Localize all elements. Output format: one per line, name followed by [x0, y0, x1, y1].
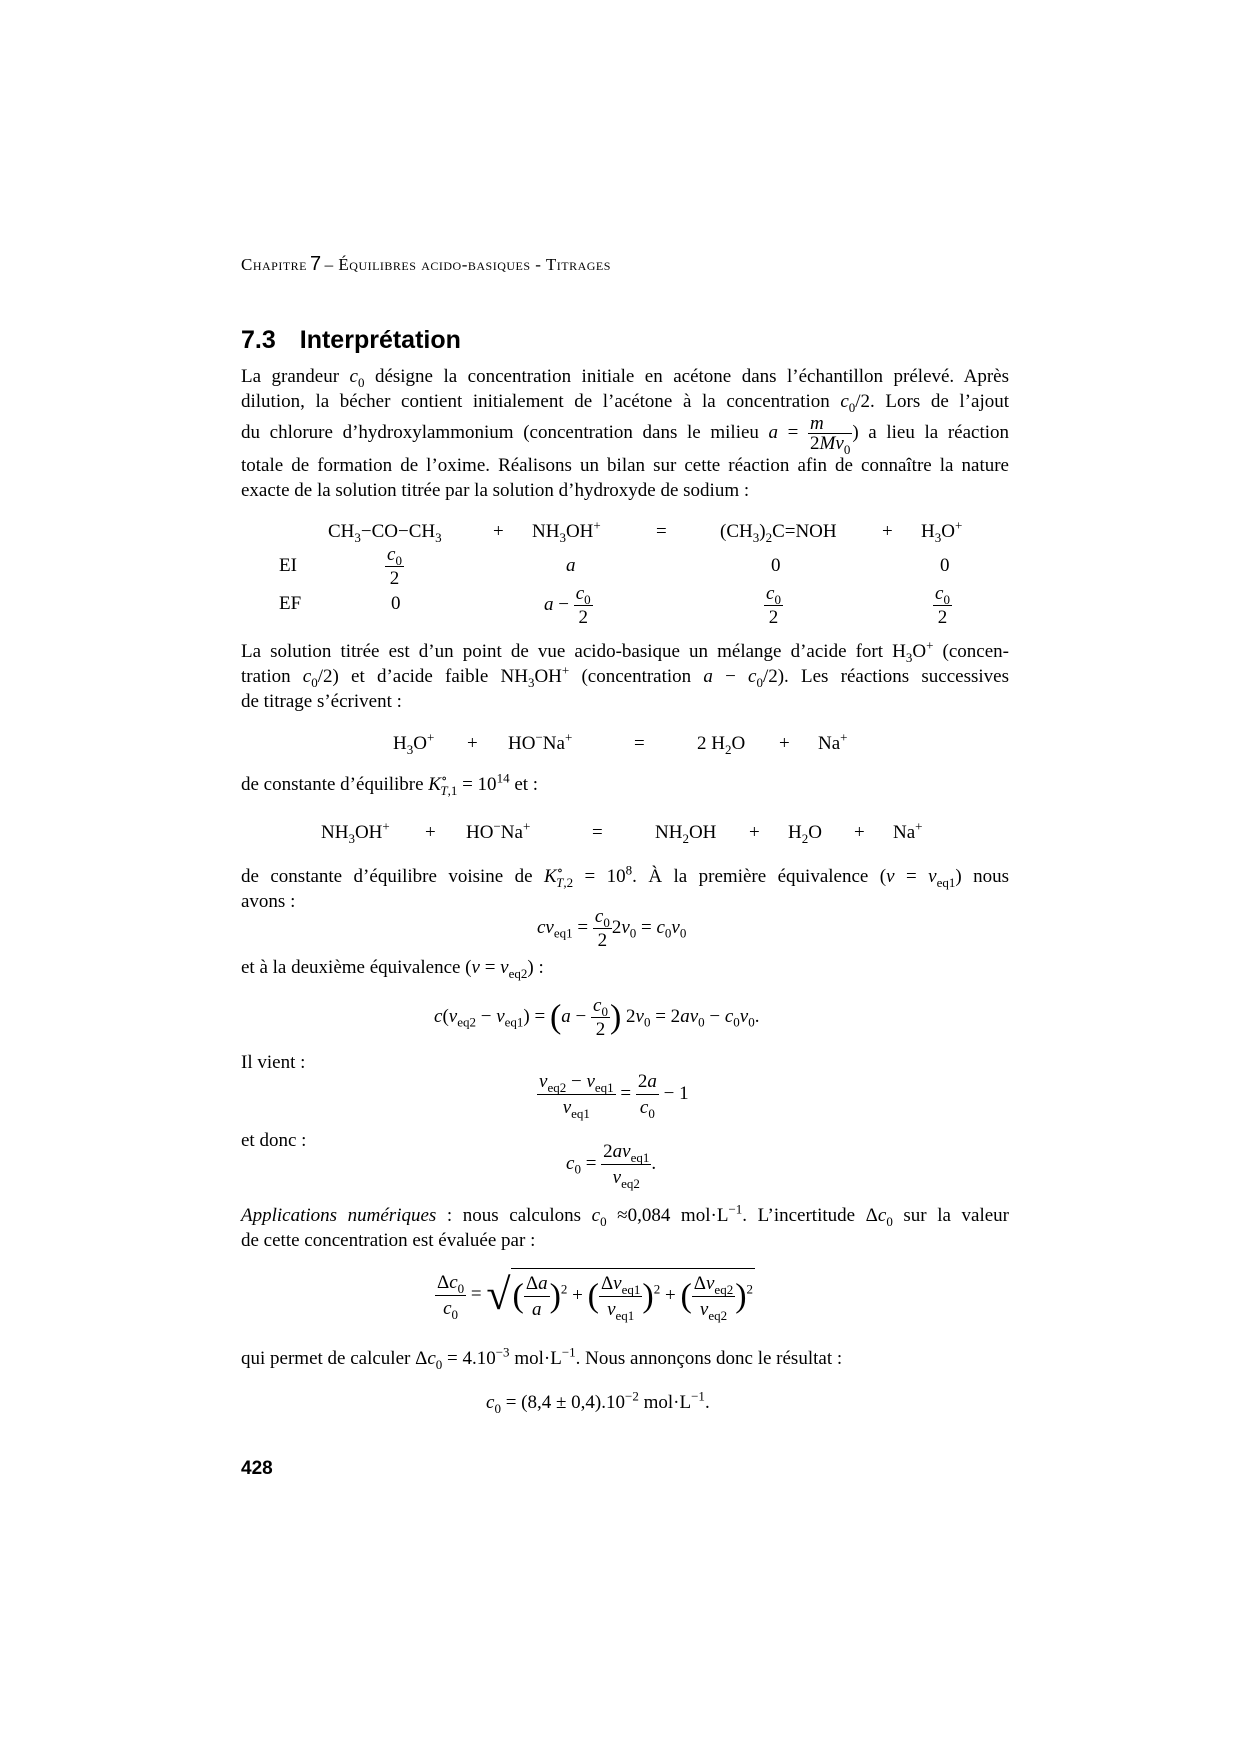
row-label-ef: EF: [279, 593, 302, 614]
equation-ratio: $v_{eq2} - v_{eq1}$ $v_{eq1}$ = $\frac{2a}{c_0}$ − 1: [539, 1071, 689, 1121]
chapter-label: Chapitre: [241, 255, 308, 274]
section-heading: [241, 326, 461, 355]
section-number: 7.3: [241, 326, 276, 354]
row-label-ei: EI: [279, 555, 297, 576]
intro-paragraph: La grandeur $c_0$ désigne la concentration initiale en acétone dans l’échantillon prélevé. Après dilution, la bécher contient initialement de l’acétone à la concentration $c_0/2$. Lors de l’ajout du chlorure d’hydroxylammonium (concentration dans le milieu a = $\frac{m}{2Mv_0}$ ) a lieu la réaction totale de formation de l’oxime. Réalisons un bilan sur cette réaction afin de connaître la nature exacte de la solution titrée par la solution d’hydroxyde de sodium :: [241, 366, 1010, 501]
page-number: 428: [241, 1458, 273, 1479]
chapter-number: 7: [310, 253, 322, 275]
equation-second-equivalence: $c(v_{eq2} - v_{eq1}) = (a$ − $\frac{c_0}{2}$ ) $2v_0 = 2av_0 - c_0v_0$.: [434, 995, 760, 1040]
document-page: Chapitre 7 – Équilibres acido-basiques - Titrages 7.3 Interprétation La grandeur $c_0$ désigne la concentration initiale en acétone dans l’échantillon prélevé. Après dilution, la bécher contient initialement de l’acétone à la concentration $c_0/2$. Lors de l’ajout du chlorure d’hydroxylammonium (concentration dans le milieu a = $\frac{m}{2Mv_0}$ ) a lieu la réaction totale de formation de l’oxime. Réalisons un bilan sur cette réaction afin de connaître la nature exacte de la solution titrée par la solution d’hydroxyde de sodium : $CH_3-CO-CH_3$ + $NH_3OH^+$ = $(CH_3)_2C=NOH$ + $H_3O^+$ EI $\frac{c_0}{2}$ a 0 0 EF 0 a − $\frac{c_0}{2}$ $\frac{c_0}{2}$ $\frac{c_0}{2}$ La solution titrée est d’un point de vue acido-basique un mélange d’acide fort $H_3O^+$ (concen- tration $c_0/2$) et d’acide faible $NH_3OH^+$ (concentration $a - c_0/2$). Les réactions successives de titrage s’écrivent : $H_3O^+$ + HO−Na+ = 2 $H_2O$ + Na+ de constante d’équilibre $K^\circ_{T,1} = 10^{14}$ et : $NH_3OH^+$ + HO−Na+ = $NH_2OH$ + $H_2O$ + Na+ de constante d’équilibre voisine de $K^\circ_{T,2} = 10^8$. À la première équivalence $(v = v_{eq1})$ nous avons : $cv_{eq1}$ = $\frac{c_0}{2}$ $2v_0 = c_0v_0$ et à la deuxième équivalence $(v = v_{eq2})$ : $c(v_{eq2} - v_{eq1}) = (a$ − $\frac{c_0}{2}$ ) $2v_0 = 2av_0 - c_0v_0$. Il vient : $v_{eq2} - v_{eq1}$ $v_{eq1}$ = $\frac{2a}{c_0}$ − 1 et donc : $c_0$ = $2av_{eq1}$ $v_{eq2}$ . Applications numériques : nous calculons $c_0 \approx 0,084$ $mol\cdot L^{-1}$. L’incertitude $\Delta c_0$ sur la valeur de cette concentration est évaluée par : $\frac{\Delta c_0}{c_0}$ = √( $\frac{\Delta a}{a}$ )$^2$ + ( $\Delta v_{eq1}$ $v_{eq1}$ )$^2$ + ( $\Delta v_{eq2}$ $v_{eq2}$ )$^2$ qui permet de calculer $\Delta c_0 = 4.10^{-3}$ $mol\cdot L^{-1}$. Nous annonçons donc le résultat : $c_0 = (8,4 \pm 0,4).10^{-2}$ $mol\cdot L^{-1}$. 428: [241, 253, 1010, 1479]
et-donc-line: et donc :: [241, 1130, 307, 1151]
equation-final-result: $c_0 = (8,4 \pm 0,4).10^{-2}$ $mol\cdot L^{-1}$.: [486, 1388, 710, 1416]
running-header: [241, 253, 611, 276]
result-announce-line: qui permet de calculer $\Delta c_0 = 4.10^{-3}$ $mol\cdot L^{-1}$. Nous annonçons donc le résultat :: [241, 1344, 843, 1372]
titrated-solution-paragraph: La solution titrée est d’un point de vue acido-basique un mélange d’acide fort $H_3O^+$ (concen- tration $c_0/2$) et d’acide faible $NH_3OH^+$ (concentration $a - c_0/2$). Les réactions successives de titrage s’écrivent :: [241, 637, 1009, 712]
first-equivalence-paragraph: de constante d’équilibre voisine de $K^\circ_{T,2} = 10^8$. À la première équivalence $(v = v_{eq1})$ nous avons :: [241, 862, 1009, 912]
second-equivalence-line: et à la deuxième équivalence $(v = v_{eq2})$ :: [241, 957, 544, 981]
equation-uncertainty: $\frac{\Delta c_0}{c_0}$ = √( $\frac{\Delta a}{a}$ )$^2$ + ( $\Delta v_{eq1}$ $v_{eq1}$ )$^2$ + ( $\Delta v_{eq2}$ $v_{eq2}$ )$^2$: [437, 1270, 754, 1323]
equation-first-equivalence: $cv_{eq1}$ = $\frac{c_0}{2}$ $2v_0 = c_0v_0$: [537, 906, 687, 951]
section-title: Interprétation: [299, 326, 461, 354]
il-vient-line: Il vient :: [241, 1052, 306, 1073]
chapter-title: – Équilibres acido-basiques - Titrages: [324, 255, 611, 274]
equation-c0: $c_0$ = $2av_{eq1}$ $v_{eq2}$ .: [566, 1141, 657, 1191]
numerical-applications-paragraph: Applications numériques : nous calculons $c_0 \approx 0,084$ $mol\cdot L^{-1}$. L’incertitude $\Delta c_0$ sur la valeur de cette concentration est évaluée par :: [241, 1201, 1010, 1251]
constant-1-line: de constante d’équilibre $K^\circ_{T,1} = 10^{14}$ et :: [241, 770, 539, 798]
